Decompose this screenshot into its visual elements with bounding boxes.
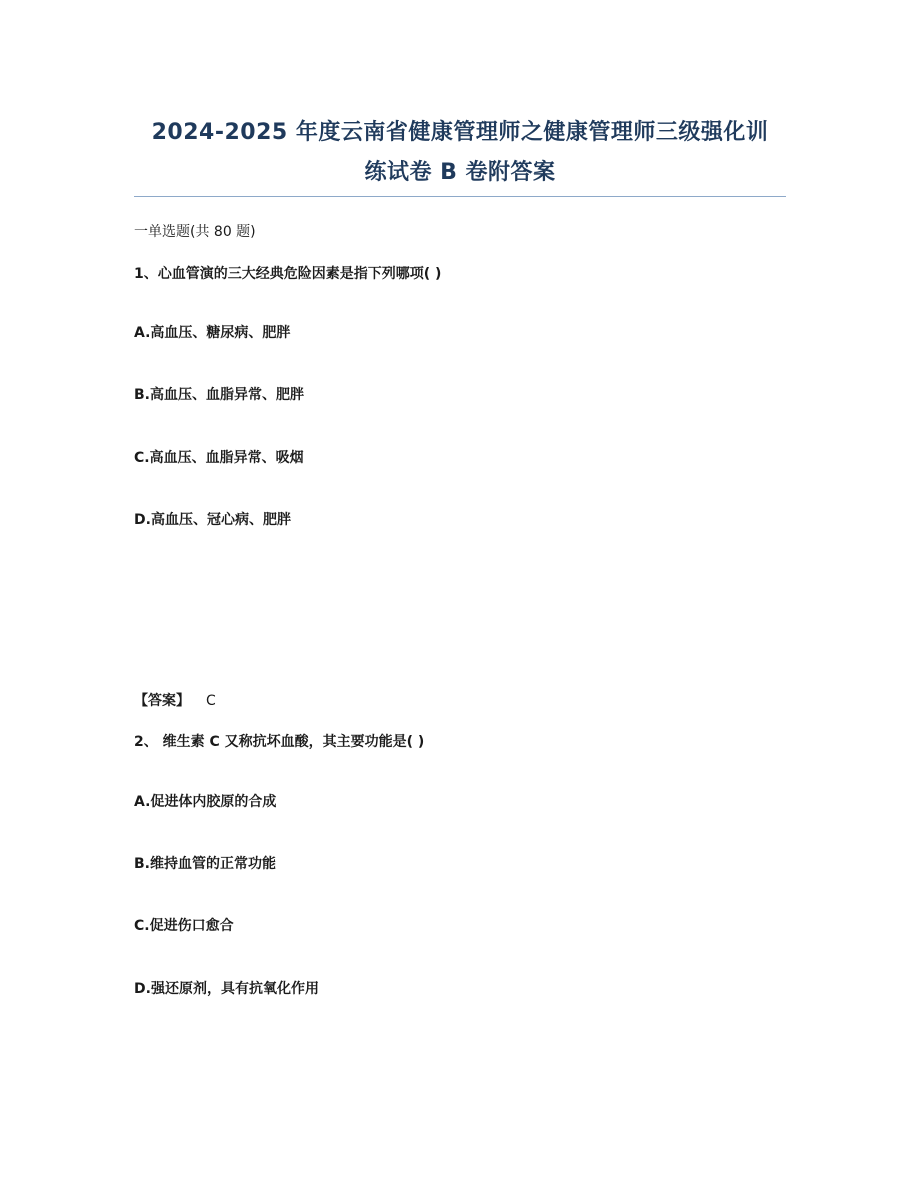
- question-2-option-d: D.强还原剂，具有抗氧化作用: [134, 981, 319, 997]
- question-1-option-c: C.高血压、血脂异常、吸烟: [134, 450, 304, 466]
- answer-value: C: [206, 693, 216, 709]
- document-title-line-1: 2024-2025 年度云南省健康管理师之健康管理师三级强化训: [151, 120, 769, 145]
- question-2-stem: 2、 维生素 C 又称抗坏血酸，其主要功能是( ): [134, 734, 425, 750]
- answer-label: 【答案】: [134, 693, 190, 709]
- question-1-option-a: A.高血压、糖尿病、肥胖: [134, 325, 291, 341]
- question-2-option-a: A.促进体内胶原的合成: [134, 794, 277, 810]
- title-divider: [134, 196, 786, 197]
- question-2-option-c: C.促进伤口愈合: [134, 918, 234, 934]
- question-1-stem: 1、心血管演的三大经典危险因素是指下列哪项( ): [134, 266, 442, 282]
- document-title-line-2: 练试卷 B 卷附答案: [364, 160, 556, 185]
- question-1-answer: [134, 691, 216, 711]
- question-1-option-d: D.高血压、冠心病、肥胖: [134, 512, 291, 528]
- question-2-option-b: B.维持血管的正常功能: [134, 856, 276, 872]
- question-1-option-b: B.高血压、血脂异常、肥胖: [134, 387, 304, 403]
- section-heading: 一单选题(共 80 题): [134, 224, 256, 240]
